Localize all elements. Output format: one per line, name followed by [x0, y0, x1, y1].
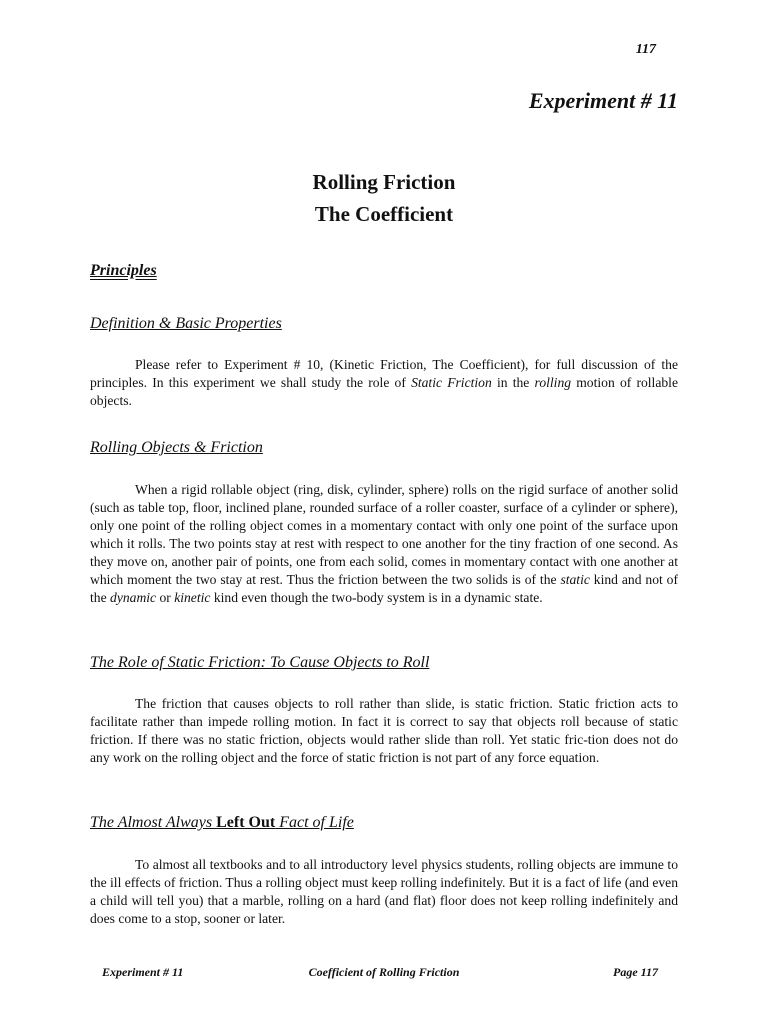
page-footer — [0, 965, 768, 983]
footer-center: Coefficient of Rolling Friction — [308, 965, 460, 979]
page-number: 117 — [635, 42, 656, 57]
footer-right: Page 117 — [613, 965, 658, 979]
document-title — [0, 166, 768, 230]
section-heading-left-out: The Almost Always Left Out Fact of Life — [90, 814, 354, 831]
paragraph-rolling-objects: When a rigid rollable object (ring, disk, cylinder, sphere) rolls on the rigid surface of another solid (such as table top, floor, inclined plane, rounded surface of a roller coaster, surface of a cylinder or sphere), only one point of the rolling object comes in a momentary contact with only one point of the surface upon which it rolls. The two points stay at rest with respect to one another for the tiny fraction of one second. As they move on, another pair of points, one from each solid, comes in momentary contact with one another at which moment the two stay at rest. Thus the friction between the two solids is of the static kind and not of the dynamic or kinetic kind even though the two-body system is in a dynamic state. — [90, 482, 678, 605]
section-heading-static-friction-role: The Role of Static Friction: To Cause Objects to Roll — [90, 654, 430, 671]
footer-left: Experiment # 11 — [102, 965, 184, 979]
title-line-1: Rolling Friction — [312, 170, 456, 194]
experiment-heading: Experiment # 11 — [528, 88, 678, 113]
title-line-2: The Coefficient — [314, 202, 454, 226]
paragraph-left-out: To almost all textbooks and to all introductory level physics students, rolling objects are immune to the ill effects of friction. Thus a rolling object must keep rolling indefinitely. But it is a fact of life (and even a child will tell you) that a marble, rolling on a hard (and flat) floor does not keep rolling indefinitely and does come to a stop, sooner or later. — [90, 857, 678, 926]
principles-heading: Principles — [90, 262, 157, 279]
paragraph-definition: Please refer to Experiment # 10, (Kinetic Friction, The Coefficient), for full discussion of the principles. In this experiment we shall study the role of Static Friction in the rolling motion of rollable objects. — [90, 357, 678, 408]
section-heading-definition: Definition & Basic Properties — [90, 315, 282, 332]
paragraph-static-friction-role: The friction that causes objects to roll rather than slide, is static friction. Static friction acts to facilitate rather than impede rolling motion. In fact it is correct to say that objects roll because of static friction. If there was no static friction, objects would rather slide than roll. Yet static fric-tion does not do any work on the rolling object and the force of static friction is not part of any force equation. — [90, 696, 678, 765]
section-heading-rolling-objects: Rolling Objects & Friction — [90, 439, 263, 456]
